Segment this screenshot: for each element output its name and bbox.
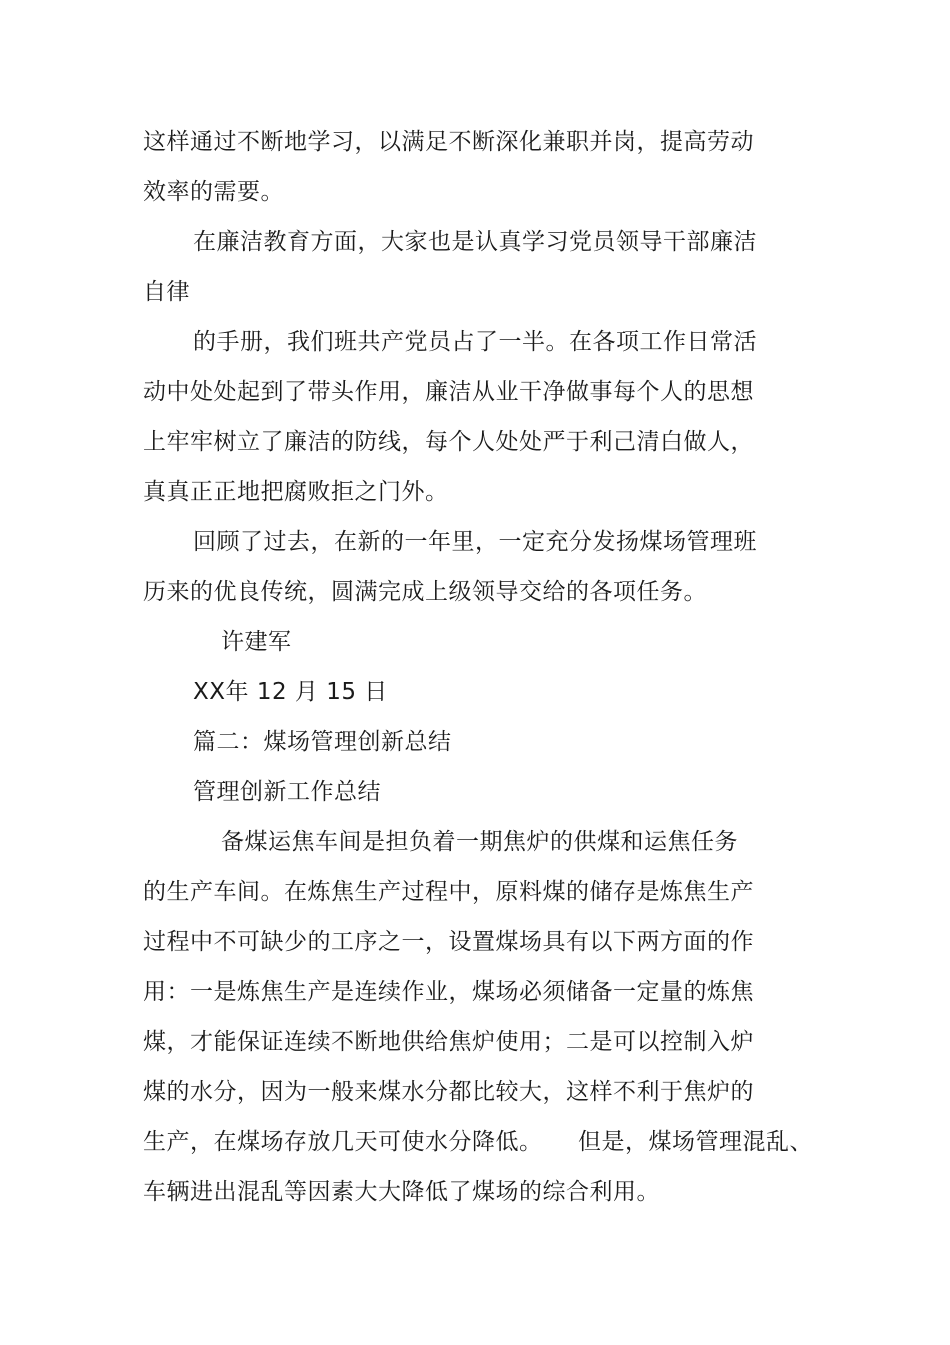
text-line-18: 用：一是炼焦生产是连续作业，煤场必须储备一定量的炼焦 xyxy=(143,979,754,1005)
text-line-3: 在廉洁教育方面，大家也是认真学习党员领导干部廉洁 xyxy=(193,229,757,255)
text-line-21: 生产，在煤场存放几天可使水分降低。 但是，煤场管理混乱、 xyxy=(143,1129,813,1155)
text-line-6: 动中处处起到了带头作用，廉洁从业干净做事每个人的思想 xyxy=(143,379,754,405)
text-line-22: 车辆进出混乱等因素大大降低了煤场的综合利用。 xyxy=(143,1179,660,1205)
signature-date: XX年 12 月 15 日 xyxy=(193,679,388,705)
section-title: 管理创新工作总结 xyxy=(193,779,381,805)
text-line-9: 回顾了过去，在新的一年里，一定充分发扬煤场管理班 xyxy=(193,529,757,555)
text-line-7: 上牢牢树立了廉洁的防线，每个人处处严于利己清白做人， xyxy=(143,429,754,455)
text-line-4: 自律 xyxy=(143,279,190,305)
text-line-5: 的手册，我们班共产党员占了一半。在各项工作日常活 xyxy=(193,329,757,355)
text-line-20: 煤的水分，因为一般来煤水分都比较大，这样不利于焦炉的 xyxy=(143,1079,754,1105)
text-line-10: 历来的优良传统，圆满完成上级领导交给的各项任务。 xyxy=(143,579,707,605)
text-line-17: 过程中不可缺少的工序之一，设置煤场具有以下两方面的作 xyxy=(143,929,754,955)
text-line-2: 效率的需要。 xyxy=(143,179,284,205)
text-line-1: 这样通过不断地学习，以满足不断深化兼职并岗，提高劳动 xyxy=(143,129,754,155)
signature-name: 许建军 xyxy=(221,629,292,655)
section-heading: 篇二：煤场管理创新总结 xyxy=(193,729,452,755)
text-line-16: 的生产车间。在炼焦生产过程中，原料煤的储存是炼焦生产 xyxy=(143,879,754,905)
text-line-15: 备煤运焦车间是担负着一期焦炉的供煤和运焦任务 xyxy=(221,829,738,855)
text-line-19: 煤，才能保证连续不断地供给焦炉使用；二是可以控制入炉 xyxy=(143,1029,754,1055)
text-line-8: 真真正正地把腐败拒之门外。 xyxy=(143,479,449,505)
